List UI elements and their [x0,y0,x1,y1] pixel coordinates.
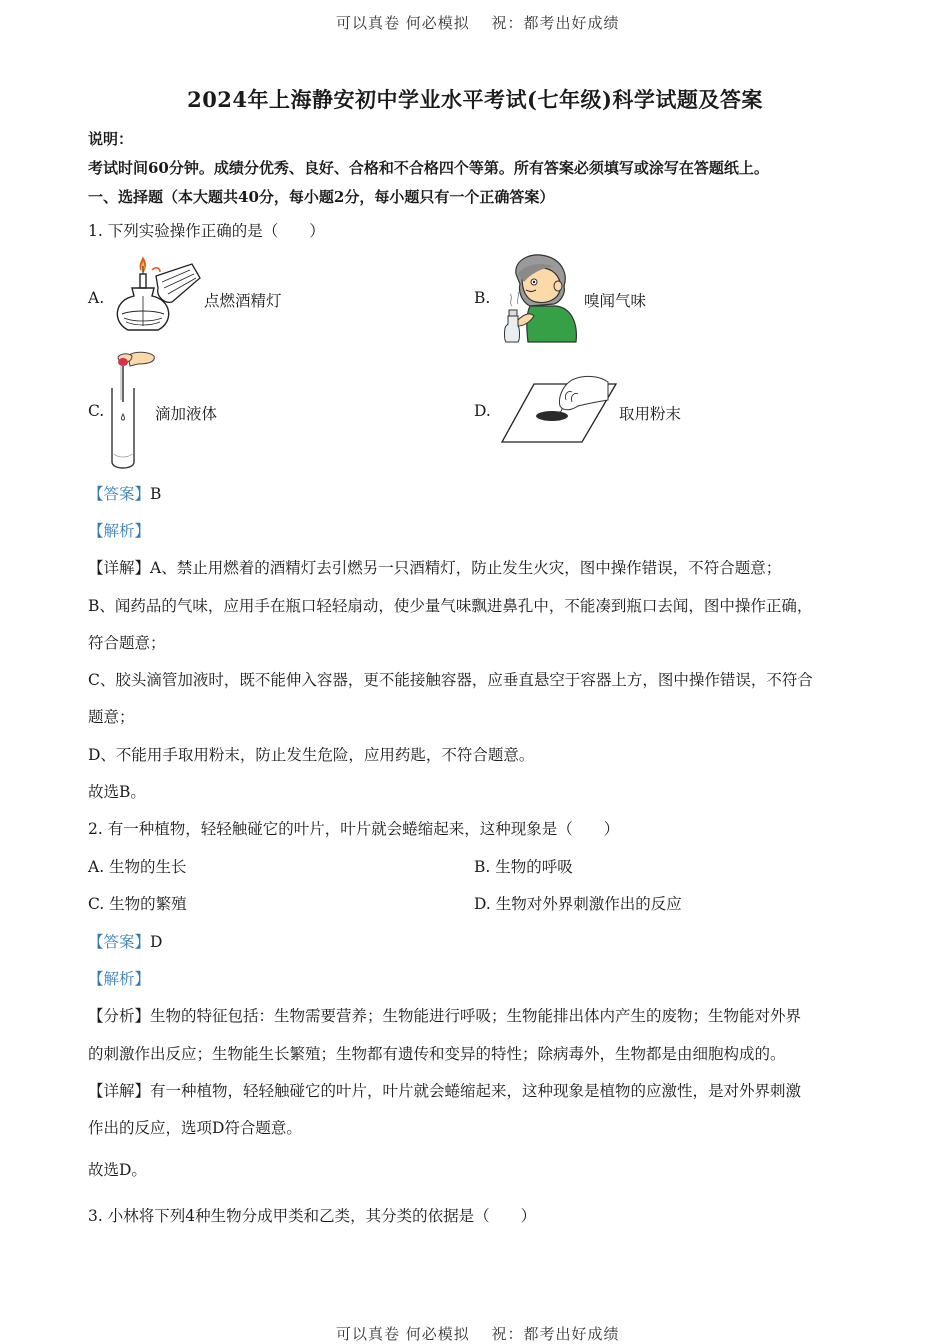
q1-conclusion: 故选B。 [88,783,146,801]
q1-option-a-text: 点燃酒精灯 [204,292,282,310]
q1-option-c-text: 滴加液体 [155,405,218,423]
detail-tag: 【详解】 [88,559,151,577]
q2-analysis-line: 的刺激作出反应；生物能生长繁殖；生物都有遗传和变异的特性；除病毒外，生物都是由细胞构成的。 [88,1045,786,1063]
q1-detail-line [88,556,781,578]
answer-value: D [150,933,163,951]
q1-analysis-tag: 【解析】 [88,522,151,540]
note-label: 说明： [88,130,134,148]
page-footer: 可以真卷 何必模拟 祝：都考出好成绩 [336,1325,620,1343]
q2-option-c: C. 生物的繁殖 [88,895,187,913]
alcohol-lamp-icon [102,256,202,342]
q1-option-d-letter: D. [474,402,491,420]
q1-option-b-text: 嗅闻气味 [584,292,647,310]
answer-tag: 【答案】 [88,933,151,951]
page-header: 可以真卷 何必模拟 祝：都考出好成绩 [336,14,620,32]
q2-analysis-line [88,1004,801,1026]
q2-answer [88,930,162,952]
detail-text: 有一种植物，轻轻触碰它的叶片，叶片就会蜷缩起来，这种现象是植物的应激性，是对外界刺激 [150,1082,802,1100]
answer-tag: 【答案】 [88,485,151,503]
q2-analysis-tag: 【解析】 [88,970,151,988]
q1-detail-line: 符合题意； [88,634,166,652]
smelling-gas-icon [500,252,582,344]
q2-detail-line: 作出的反应，选项D符合题意。 [88,1119,302,1137]
q1-option-a-letter: A. [88,289,105,307]
page-title: 2024年上海静安初中学业水平考试(七年级)科学试题及答案 [187,87,763,112]
analysis-label: 【分析】 [88,1007,151,1025]
q1-stem: 1. 下列实验操作正确的是（ ） [88,222,325,240]
q1-detail-line: C、胶头滴管加液时，既不能伸入容器，更不能接触容器，应垂直悬空于容器上方，图中操作错误，不符合 [88,671,813,689]
detail-text: A、禁止用燃着的酒精灯去引燃另一只酒精灯，防止发生火灾，图中操作错误，不符合题意； [150,559,782,577]
q1-option-c-letter: C. [88,402,105,420]
section-heading: 一、选择题（本大题共40分，每小题2分，每小题只有一个正确答案） [88,188,555,206]
analysis-text: 生物的特征包括：生物需要营养；生物能进行呼吸；生物能排出体内产生的废物；生物能对外界 [150,1007,802,1025]
q2-conclusion: 故选D。 [88,1161,147,1179]
dropper-test-tube-icon [106,350,158,474]
detail-tag: 【详解】 [88,1082,151,1100]
powder-by-hand-icon [500,370,618,444]
q1-detail-line: D、不能用手取用粉末，防止发生危险，应用药匙，不符合题意。 [88,746,535,764]
q1-detail-line: 题意； [88,708,135,726]
q2-stem: 2. 有一种植物，轻轻触碰它的叶片，叶片就会蜷缩起来，这种现象是（ ） [88,820,620,838]
q1-detail-line: B、闻药品的气味，应用手在瓶口轻轻扇动，使少量气味飘进鼻孔中，不能凑到瓶口去闻，图中操作正确， [88,597,813,615]
q2-option-d: D. 生物对外界刺激作出的反应 [474,895,682,913]
note-text: 考试时间60分钟。成绩分优秀、良好、合格和不合格四个等第。所有答案必须填写或涂写在答题纸上。 [88,159,769,177]
answer-value: B [150,485,162,503]
q1-answer [88,482,161,504]
q2-option-b: B. 生物的呼吸 [474,858,573,876]
q2-option-a: A. 生物的生长 [88,858,187,876]
q1-option-b-letter: B. [474,289,491,307]
q3-stem: 3. 小林将下列4种生物分成甲类和乙类，其分类的依据是（ ） [88,1207,537,1225]
q2-detail-line [88,1079,801,1101]
q1-option-d-text: 取用粉末 [619,405,682,423]
